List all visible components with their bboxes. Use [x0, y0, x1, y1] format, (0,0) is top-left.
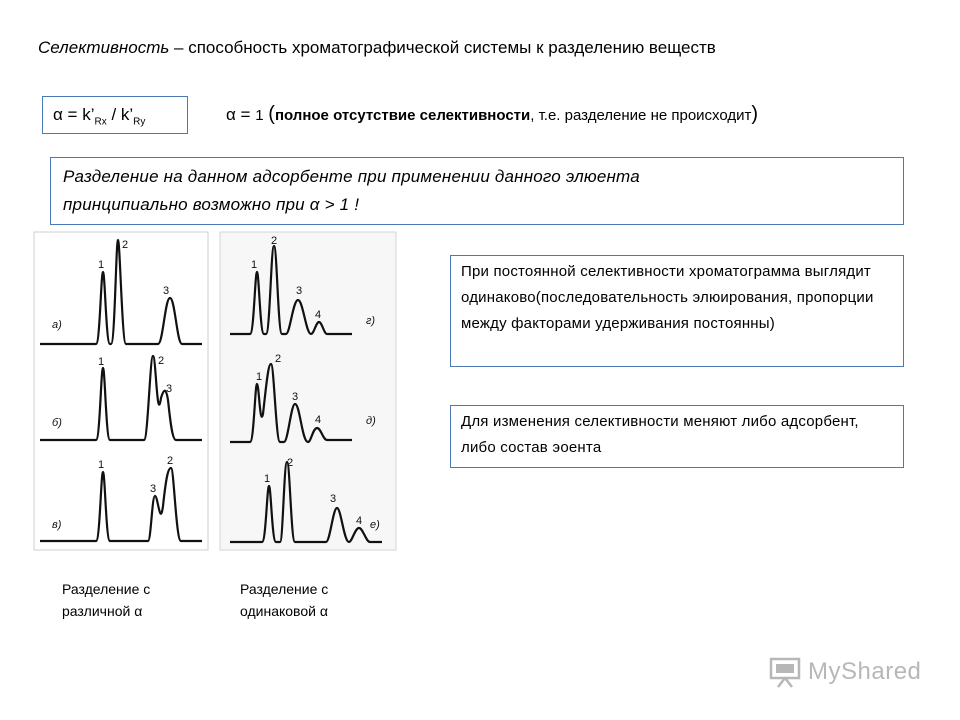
formula-alpha: α = k’ — [53, 105, 95, 124]
peak-label-e4: 4 — [356, 515, 363, 527]
change-selectivity-box — [450, 405, 904, 468]
formula-sub-rx: Rx — [94, 116, 107, 128]
formula-slash: / k’ — [106, 105, 134, 124]
peak-label-d3: 3 — [292, 391, 299, 403]
peak-label-d1: 1 — [256, 371, 263, 383]
panel-label-d: д) — [366, 415, 376, 427]
caption-left-line-1: Разделение с — [62, 581, 151, 597]
selectivity-formula — [42, 96, 188, 134]
alpha-one-value: 1 — [255, 107, 264, 124]
alpha-one-statement — [226, 103, 758, 126]
change-selectivity-text: Для изменения селективности меняют либо адсорбент, либо состав эоента — [461, 413, 859, 456]
peak-label-e1: 1 — [264, 473, 271, 485]
peak-label-g4: 4 — [315, 309, 322, 321]
panel-label-v: в) — [52, 519, 62, 531]
separation-line-1: Разделение на данном адсорбенте при применении данного элюента — [63, 167, 640, 186]
caption-right-line-2: одинаковой α — [240, 603, 328, 619]
peak-label-g1: 1 — [251, 259, 258, 271]
alpha-one-rest: , т.е. разделение не происходит — [530, 107, 752, 124]
watermark-text: MyShared — [808, 658, 922, 685]
presentation-board-icon — [768, 655, 802, 689]
peak-label-g2: 2 — [271, 235, 278, 247]
peak-label-d2: 2 — [275, 353, 282, 365]
right-panel-frame — [220, 232, 396, 550]
caption-same-alpha — [240, 578, 328, 622]
title-term: Селективность — [38, 38, 170, 57]
peak-label-a1: 1 — [98, 259, 105, 271]
alpha-one-open: ( — [268, 103, 275, 125]
peak-label-b3: 3 — [166, 383, 173, 395]
constant-selectivity-box — [450, 255, 904, 367]
peak-label-e2: 2 — [287, 457, 294, 469]
panel-label-e: е) — [370, 519, 380, 531]
panel-label-a: а) — [52, 319, 62, 331]
peak-label-v3: 3 — [150, 483, 157, 495]
slide-title — [38, 38, 716, 58]
peak-label-b2: 2 — [158, 355, 165, 367]
caption-right-line-1: Разделение с — [240, 581, 329, 597]
formula-sub-ry: Ry — [133, 116, 146, 128]
chromatogram-figure — [30, 228, 402, 554]
peak-label-g3: 3 — [296, 285, 303, 297]
peak-label-v2: 2 — [167, 455, 174, 467]
separation-condition-box — [50, 157, 904, 225]
peak-label-a2: 2 — [122, 239, 129, 251]
caption-left-line-2: различной α — [62, 603, 143, 619]
title-definition: – способность хроматографической системы к разделению веществ — [169, 38, 716, 57]
constant-selectivity-text: При постоянной селективности хроматограмма выглядит одинаково(последовательность элюирования, пропорции между факторами удерживания постоянны) — [461, 263, 874, 332]
alpha-one-prefix: α = — [226, 105, 256, 124]
alpha-one-bold: полное отсутствие селективности — [274, 107, 531, 124]
myshared-watermark — [768, 655, 921, 689]
caption-different-alpha — [62, 578, 150, 622]
panel-label-b: б) — [52, 417, 62, 429]
peak-label-v1: 1 — [98, 459, 105, 471]
panel-label-g: г) — [366, 315, 376, 327]
peak-label-b1: 1 — [98, 356, 105, 368]
peak-label-d4: 4 — [315, 414, 322, 426]
peak-label-e3: 3 — [330, 493, 337, 505]
separation-line-2: принципиально возможно при α > 1 ! — [63, 195, 360, 214]
peak-label-a3: 3 — [163, 285, 170, 297]
alpha-one-close: ) — [751, 103, 759, 125]
